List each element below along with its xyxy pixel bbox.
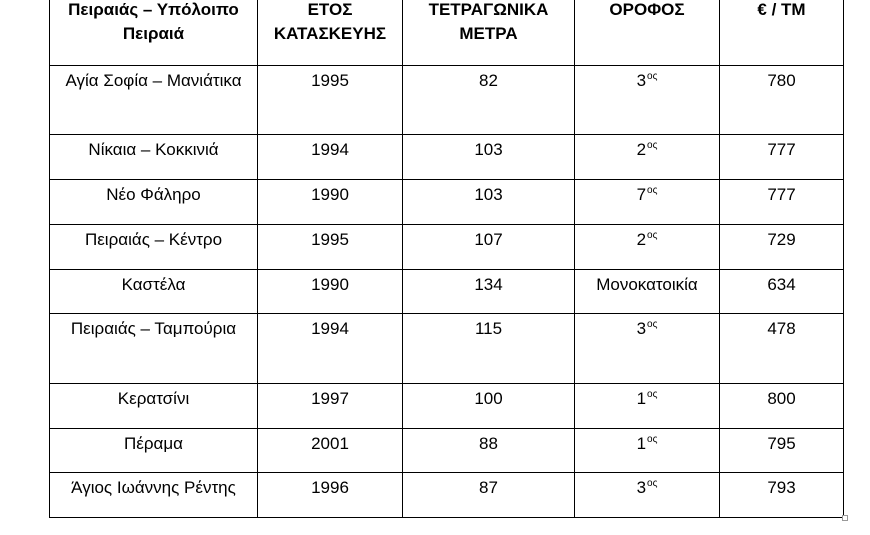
cell-price bbox=[720, 314, 844, 384]
cell-area bbox=[50, 135, 258, 180]
area-value: Αγία Σοφία – Μανιάτικα bbox=[65, 71, 242, 90]
area-value: Πειραιάς – Κέντρο bbox=[84, 230, 223, 249]
cell-price bbox=[720, 66, 844, 135]
table-row bbox=[50, 314, 844, 384]
floor-value: 2 bbox=[636, 140, 647, 159]
floor-value: 7 bbox=[636, 185, 647, 204]
header-floor: ΟΡΟΦΟΣ bbox=[575, 0, 720, 66]
area-value: Πειραιάς – Ταμπούρια bbox=[70, 319, 237, 338]
price-value: 777 bbox=[767, 185, 796, 204]
cell-floor bbox=[575, 384, 720, 429]
sqm-value: 134 bbox=[474, 275, 503, 294]
cell-floor bbox=[575, 429, 720, 473]
table-row bbox=[50, 270, 844, 314]
year-value: 1990 bbox=[311, 185, 349, 204]
cell-floor bbox=[575, 225, 720, 270]
cell-floor bbox=[575, 473, 720, 518]
header-area: Πειραιάς – Υπόλοιπο Πειραιά bbox=[50, 0, 258, 66]
cell-sqm bbox=[403, 314, 575, 384]
floor-value: 3 bbox=[636, 71, 647, 90]
floor-value: 3 bbox=[636, 478, 647, 497]
floor-ordinal-suffix: ος bbox=[647, 140, 658, 151]
price-value: 729 bbox=[767, 230, 796, 249]
cell-sqm bbox=[403, 225, 575, 270]
cell-area bbox=[50, 270, 258, 314]
cell-price bbox=[720, 473, 844, 518]
cell-year bbox=[258, 314, 403, 384]
sqm-value: 87 bbox=[479, 478, 498, 497]
year-value: 1995 bbox=[311, 230, 349, 249]
floor-ordinal-suffix: ος bbox=[647, 478, 658, 489]
table-row bbox=[50, 225, 844, 270]
sqm-value: 107 bbox=[474, 230, 503, 249]
price-value: 800 bbox=[767, 389, 796, 408]
table-row bbox=[50, 384, 844, 429]
cell-year bbox=[258, 473, 403, 518]
table-row bbox=[50, 66, 844, 135]
year-value: 1994 bbox=[311, 319, 349, 338]
year-value: 1990 bbox=[311, 275, 349, 294]
cell-sqm bbox=[403, 270, 575, 314]
floor-value: 1 bbox=[636, 434, 647, 453]
cell-sqm bbox=[403, 384, 575, 429]
cell-price bbox=[720, 180, 844, 225]
cell-year bbox=[258, 180, 403, 225]
price-value: 777 bbox=[767, 140, 796, 159]
area-value: Πέραμα bbox=[124, 434, 183, 453]
cell-floor bbox=[575, 314, 720, 384]
cell-area bbox=[50, 180, 258, 225]
floor-ordinal-suffix: ος bbox=[647, 389, 658, 400]
floor-ordinal-suffix: ος bbox=[647, 71, 658, 82]
cell-area bbox=[50, 66, 258, 135]
cell-area bbox=[50, 225, 258, 270]
price-value: 793 bbox=[767, 478, 796, 497]
price-value: 795 bbox=[767, 434, 796, 453]
cell-sqm bbox=[403, 473, 575, 518]
cell-year bbox=[258, 270, 403, 314]
cell-price bbox=[720, 384, 844, 429]
price-value: 634 bbox=[767, 275, 796, 294]
header-year: ΕΤΟΣ ΚΑΤΑΣΚΕΥΗΣ bbox=[258, 0, 403, 66]
cell-floor bbox=[575, 180, 720, 225]
table-row bbox=[50, 429, 844, 473]
cell-floor bbox=[575, 66, 720, 135]
sqm-value: 100 bbox=[474, 389, 503, 408]
header-row bbox=[50, 0, 844, 66]
area-value: Κερατσίνι bbox=[117, 389, 190, 408]
cell-price bbox=[720, 225, 844, 270]
floor-value: 3 bbox=[636, 319, 647, 338]
cell-price bbox=[720, 270, 844, 314]
year-value: 1994 bbox=[311, 140, 349, 159]
floor-ordinal-suffix: ος bbox=[647, 319, 658, 330]
floor-ordinal-suffix: ος bbox=[647, 230, 658, 241]
cell-area bbox=[50, 314, 258, 384]
header-price: € / ΤΜ bbox=[720, 0, 844, 66]
cell-year bbox=[258, 384, 403, 429]
sqm-value: 103 bbox=[474, 140, 503, 159]
table-row bbox=[50, 135, 844, 180]
cell-year bbox=[258, 429, 403, 473]
cell-price bbox=[720, 135, 844, 180]
floor-ordinal-suffix: ος bbox=[647, 434, 658, 445]
cell-year bbox=[258, 135, 403, 180]
cell-sqm bbox=[403, 180, 575, 225]
cell-area bbox=[50, 473, 258, 518]
sqm-value: 103 bbox=[474, 185, 503, 204]
area-value: Καστέλα bbox=[121, 275, 186, 294]
table-row bbox=[50, 473, 844, 518]
year-value: 1996 bbox=[311, 478, 349, 497]
floor-value: 1 bbox=[636, 389, 647, 408]
cell-area bbox=[50, 384, 258, 429]
table-row bbox=[50, 180, 844, 225]
cell-floor bbox=[575, 135, 720, 180]
year-value: 1995 bbox=[311, 71, 349, 90]
area-value: Άγιος Ιωάννης Ρέντης bbox=[71, 478, 236, 497]
floor-value: 2 bbox=[636, 230, 647, 249]
cell-sqm bbox=[403, 135, 575, 180]
year-value: 2001 bbox=[311, 434, 349, 453]
header-sqm: ΤΕΤΡΑΓΩΝΙΚΑ ΜΕΤΡΑ bbox=[403, 0, 575, 66]
cell-year bbox=[258, 225, 403, 270]
floor-value: Μονοκατοικία bbox=[596, 275, 698, 294]
property-table bbox=[49, 0, 844, 518]
area-value: Νέο Φάληρο bbox=[106, 185, 201, 204]
cell-price bbox=[720, 429, 844, 473]
cell-floor bbox=[575, 270, 720, 314]
cell-year bbox=[258, 66, 403, 135]
sqm-value: 115 bbox=[474, 319, 503, 338]
cell-sqm bbox=[403, 429, 575, 473]
price-value: 780 bbox=[767, 71, 796, 90]
sqm-value: 88 bbox=[479, 434, 498, 453]
cell-sqm bbox=[403, 66, 575, 135]
sqm-value: 82 bbox=[479, 71, 498, 90]
cell-area bbox=[50, 429, 258, 473]
price-value: 478 bbox=[767, 319, 796, 338]
table-resize-handle[interactable] bbox=[842, 515, 848, 521]
year-value: 1997 bbox=[311, 389, 349, 408]
area-value: Νίκαια – Κοκκινιά bbox=[88, 140, 219, 159]
floor-ordinal-suffix: ος bbox=[647, 185, 658, 196]
